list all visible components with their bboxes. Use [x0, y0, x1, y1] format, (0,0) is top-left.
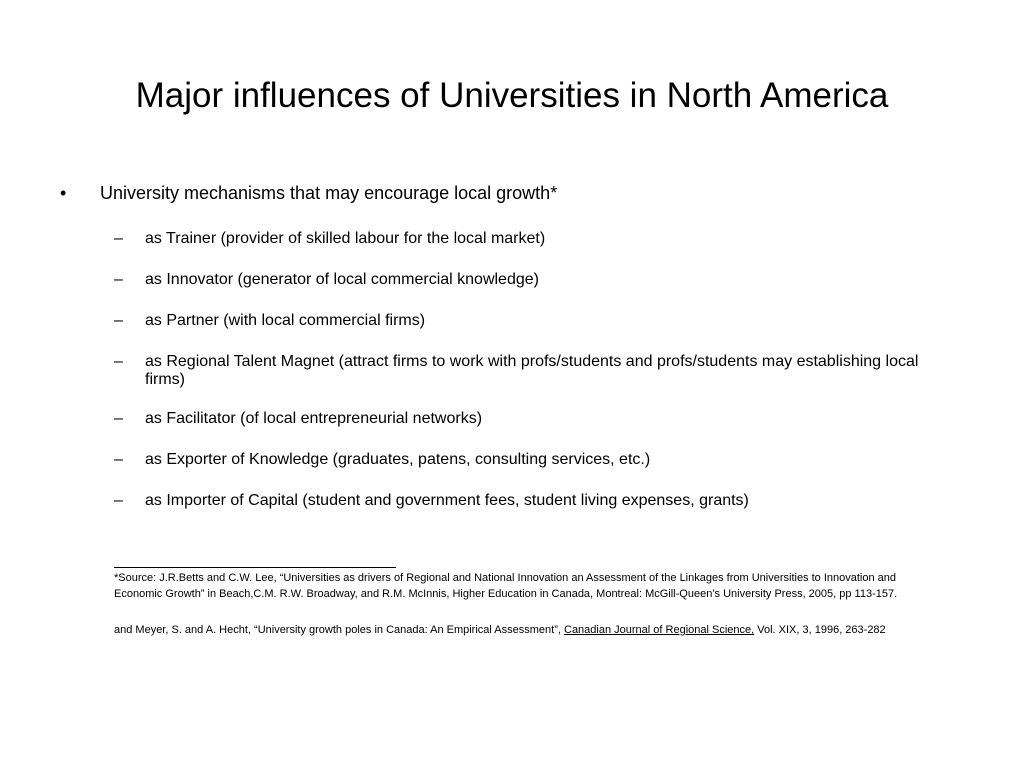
footnote-divider [114, 567, 396, 568]
dash-marker: – [114, 312, 123, 329]
dash-marker: – [114, 410, 123, 427]
dash-marker: – [114, 271, 123, 288]
main-bullet-text: University mechanisms that may encourage local growth* [100, 183, 558, 203]
dash-marker: – [114, 230, 123, 247]
dash-marker: – [114, 353, 123, 370]
bullet-marker: • [60, 183, 67, 203]
dash-marker: – [114, 451, 123, 468]
sub-item-text: as Facilitator (of local entrepreneurial networks) [145, 410, 483, 427]
journal-link[interactable]: Canadian Journal of Regional Science, [564, 624, 755, 636]
sub-item-text: as Partner (with local commercial firms) [145, 312, 426, 329]
sub-item-text: as Innovator (generator of local commercial knowledge) [145, 271, 539, 288]
sub-item-text: as Trainer (provider of skilled labour for the local market) [145, 230, 546, 247]
footnote-ref-suffix: Vol. XIX, 3, 1996, 263-282 [754, 624, 886, 636]
main-bullet [0, 180, 1024, 206]
sub-item-text: as Exporter of Knowledge (graduates, patens, consulting services, etc.) [145, 451, 651, 468]
sub-item-text: as Regional Talent Magnet (attract firms to work with profs/students and profs/students may establishing local firms) [145, 353, 919, 388]
sub-item-text: as Importer of Capital (student and government fees, student living expenses, grants) [145, 492, 749, 509]
slide-title: Major influences of Universities in North America [135, 76, 889, 115]
footnote-reference [114, 622, 934, 638]
footnote-ref-prefix: and Meyer, S. and A. Hecht, “University growth poles in Canada: An Empirical Assessment”, [114, 624, 564, 636]
dash-marker: – [114, 492, 123, 509]
footnote-source: *Source: J.R.Betts and C.W. Lee, “Universities as drivers of Regional and National Innovation an Assessment of the Linkages from Universities to Innovation and Economic Growth” in Beach,C.M. R.W. Broadway, and R.M. McInnis, Higher Education in Canada, Montreal: McGill-Queen’s University Press, 2005, pp 113-157. [114, 572, 898, 600]
